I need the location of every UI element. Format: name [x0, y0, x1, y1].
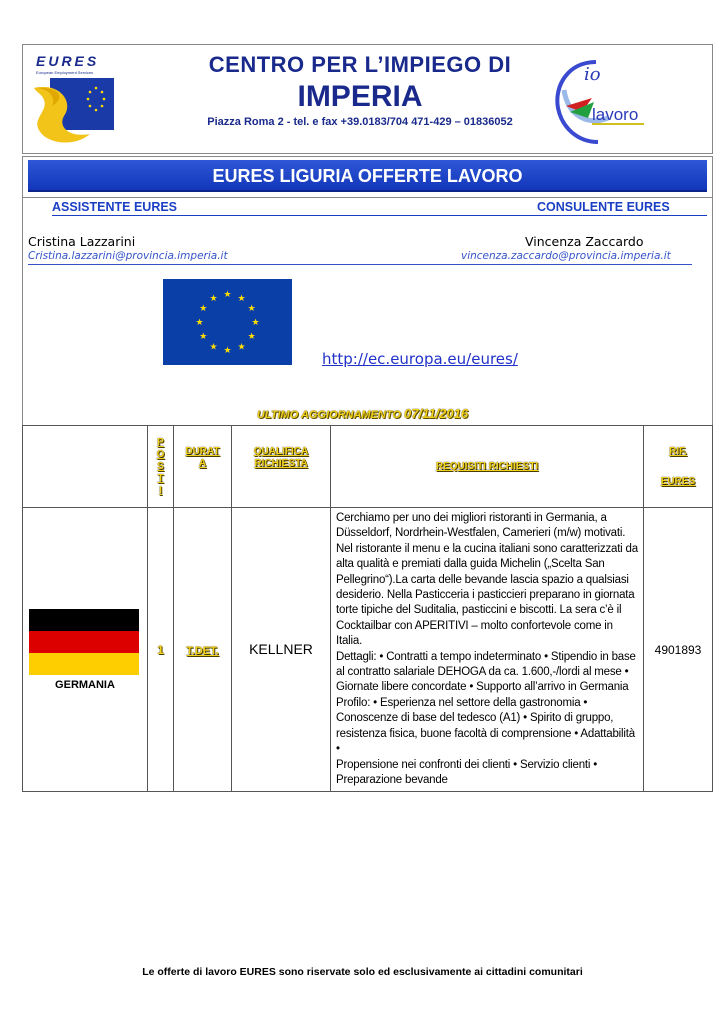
rif-cell: [644, 508, 713, 792]
header-rif: RIF.: [669, 445, 687, 457]
header-posti-letter: S: [157, 460, 164, 472]
flag-stripe: [29, 653, 139, 675]
eu-star-icon: ★: [223, 346, 232, 357]
footer-note: Le offerte di lavoro EURES sono riservate solo ed esclusivamente ai cittadini comunitari: [142, 966, 583, 978]
table-row: [23, 508, 713, 792]
requisiti-line: al contratto salariale DEHOGA da ca. 1.600,-/lordi al mese •: [336, 666, 629, 679]
flag-stripe: [29, 609, 139, 631]
eu-star-icon: ★: [237, 294, 246, 304]
header-durata-cell: [174, 426, 232, 508]
requisiti-line: Conoscenze di base del tedesco (A1) • Spirito di gruppo,: [336, 712, 614, 725]
eures-website-link[interactable]: http://ec.europa.eu/eures/: [322, 350, 518, 368]
requisiti-line: alta qualità e premiati dalla guida Michelin („Scelta San: [336, 558, 605, 571]
country-cell: [23, 508, 148, 792]
requisiti-line: Propensione nei confronti dei clienti • Servizio clienti •: [336, 758, 598, 771]
country-label: GERMANIA: [55, 678, 115, 691]
requisiti-line: resistenza fisica, buone facoltà di comprensione • Adattabilità •: [336, 727, 635, 756]
contacts-frame: [22, 198, 713, 426]
center-address: Piazza Roma 2 - tel. e fax +39.0183/704 471-429 – 01836052: [207, 116, 513, 128]
requisiti-line: Preparazione bevande: [336, 773, 448, 786]
eu-star-icon: ★: [195, 318, 204, 329]
io-lavoro-logo: [548, 56, 648, 148]
eu-flag-image: [163, 279, 292, 365]
requisiti-line: Profilo: • Esperienza nel settore della gastronomia •: [336, 696, 588, 709]
eu-star-icon: ★: [223, 290, 232, 301]
requisiti-line: Pellegrino“).La carta delle bevande lascia spazio a qualsiasi: [336, 573, 629, 586]
eures-logo-text: EURES: [36, 53, 100, 69]
header-posti-cell: [148, 426, 174, 508]
eu-star-icon: ★: [199, 332, 208, 343]
eu-star-icon: ★: [209, 342, 218, 353]
last-update-date: 07/11/2016: [403, 406, 469, 421]
eu-star-icon: ★: [237, 342, 246, 353]
eu-star-icon: ★: [247, 304, 256, 315]
header-qualifica: QUALIFICA RICHIESTA: [253, 446, 309, 469]
requisiti-line: desiderio. Nella Pasticceria i pasticcieri preparano in giornata: [336, 589, 635, 602]
durata-value: T.DET.: [186, 644, 219, 657]
table-header-row: [23, 426, 713, 508]
eu-star-icon: ★: [251, 318, 260, 329]
header-requisiti-cell: [331, 426, 644, 508]
eu-star-icon: ★: [247, 332, 256, 343]
header-posti-letter: O: [156, 448, 165, 460]
io-logo-text: io: [584, 64, 601, 85]
header-posti-letter: T: [157, 472, 164, 484]
posti-value: 1: [157, 642, 164, 657]
section-title-bar: EURES LIGURIA OFFERTE LAVORO: [28, 160, 707, 192]
germany-flag-image: [29, 609, 139, 675]
eu-star-icon: ★: [209, 294, 218, 304]
requisiti-cell: [331, 508, 644, 792]
assistant-role-label: ASSISTENTE EURES: [52, 200, 178, 214]
requisiti-line: Giornate libere concordate • Supporto all’arrivo in Germania: [336, 681, 629, 694]
requisiti-line: Dettagli: • Contratti a tempo indeterminato • Stipendio in base: [336, 650, 636, 663]
header-posti: [148, 437, 173, 497]
header-eures: EURES: [660, 475, 696, 487]
qualifica-value: KELLNER: [249, 640, 313, 657]
lavoro-logo-text: lavoro: [592, 105, 639, 124]
eures-logo-subtext: European Employment Services: [36, 70, 94, 75]
consultant-email-link[interactable]: vincenza.zaccardo@provincia.imperia.it: [461, 250, 671, 262]
assistant-name: Cristina Lazzarini: [28, 234, 136, 249]
consultant-role-label: CONSULENTE EURES: [537, 200, 670, 214]
eures-logo: [30, 52, 118, 150]
center-name: CENTRO PER L’IMPIEGO DI: [208, 52, 512, 77]
requisiti-line: Cerchiamo per uno dei migliori ristoranti in Germania, a: [336, 512, 607, 524]
requisiti-line: Nel ristorante il menu e la cucina italiani sono caratterizzati da: [336, 542, 638, 555]
requisiti-line: torte tipiche del Suditalia, pasticcini e biscotti. La sera c’è il: [336, 604, 622, 617]
requisiti-line: Düsseldorf, Nordrhein-Westfalen, Camerieri (m/w) motivati.: [336, 527, 626, 540]
last-update-text: ULTIMO AGGIORNAMENTO: [256, 409, 401, 421]
consultant-name: Vincenza Zaccardo: [525, 234, 644, 249]
email-underline: [28, 264, 692, 265]
header-requisiti: REQUISITI RICHIESTI: [435, 460, 539, 472]
requisiti-line: Cocktailbar con APERITIVI – molto confortevole come in Italia.: [336, 619, 613, 648]
header-durata: DURAT A: [185, 446, 220, 469]
posti-cell: [148, 508, 174, 792]
center-city: IMPERIA: [297, 80, 423, 113]
header-qualifica-cell: [232, 426, 331, 508]
header-posti-letter: I: [159, 484, 162, 496]
last-update-label: [0, 406, 725, 421]
assistant-email-link[interactable]: Cristina.lazzarini@provincia.imperia.it: [28, 250, 228, 262]
rif-value: 4901893: [654, 642, 702, 657]
offers-table: [22, 425, 713, 792]
header-rif-cell: [644, 426, 713, 508]
durata-cell: [174, 508, 232, 792]
flag-stripe: [29, 631, 139, 653]
qualifica-cell: [232, 508, 331, 792]
header-country-cell: [23, 426, 148, 508]
role-underline: [52, 215, 707, 216]
header-posti-letter: P: [157, 436, 164, 448]
eu-star-icon: ★: [199, 304, 208, 315]
